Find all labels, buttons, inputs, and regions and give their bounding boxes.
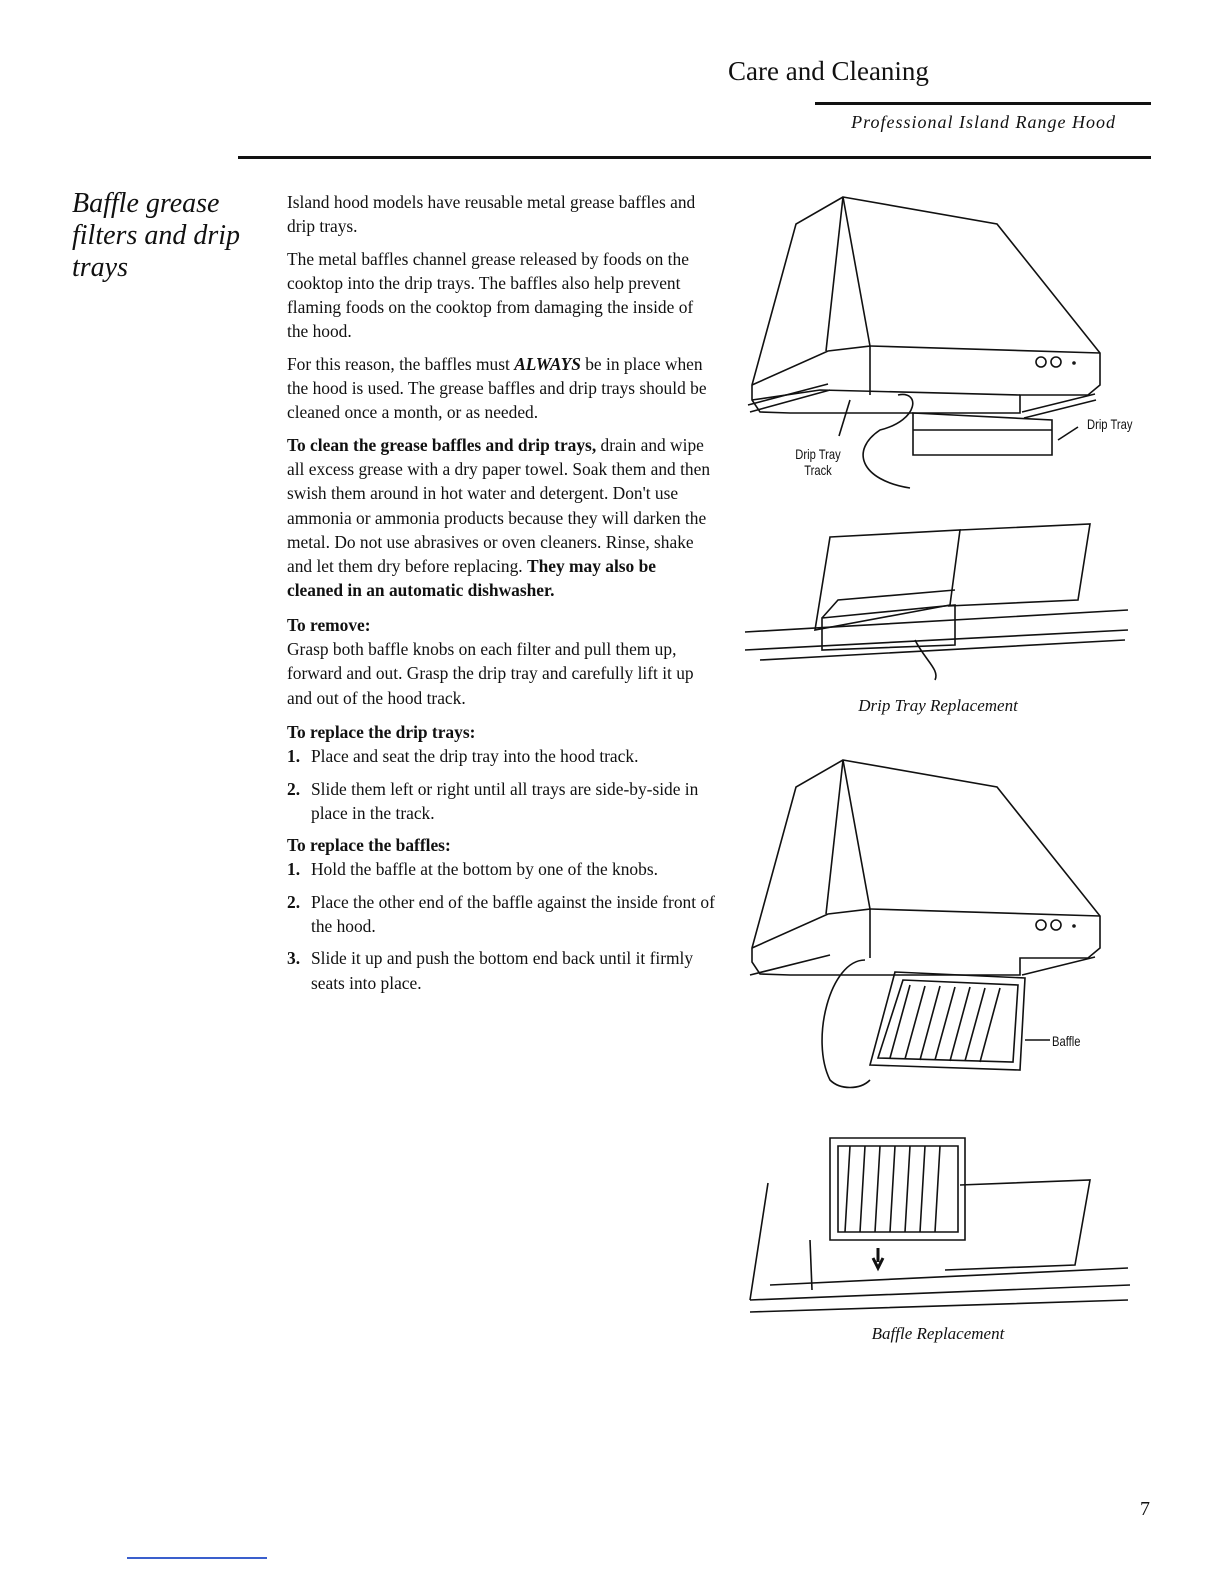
dishwasher-note: They may also be cleaned in an automatic dishwasher.: [287, 556, 656, 601]
replace-trays-heading: To replace the drip trays:: [287, 721, 476, 742]
cleaning-heading: To clean the grease baffles and drip trays,: [287, 434, 597, 455]
text: For this reason, the baffles must: [287, 353, 515, 374]
label-line: Track: [804, 462, 832, 478]
step-text: Slide them left or right until all trays are side-by-side in place in the track.: [311, 778, 699, 823]
text: be in place when the hood is used. The grease baffles and drip trays should be cleaned once a month, or as needed.: [287, 353, 707, 423]
drip-tray-caption: Drip Tray Replacement: [858, 696, 1018, 715]
page-number: 7: [1140, 1498, 1150, 1520]
label-line: Drip Tray: [795, 446, 841, 462]
text: drain and wipe all excess grease with a dry paper towel. Soak them and then swish them around in hot water and detergent. Don't use ammonia or ammonia products because they will darken the metal. Do not use abrasives or oven cleaners. Rinse, shake and let them dry before replacing.: [287, 434, 711, 577]
remove-heading: To remove:: [287, 614, 371, 635]
step-text: Place and seat the drip tray into the hood track.: [311, 746, 639, 767]
paragraph-intro: Island hood models have reusable metal grease baffles and drip trays.: [287, 192, 696, 237]
replace-baffles-heading: To replace the baffles:: [287, 835, 451, 856]
step-text: Slide it up and push the bottom end back until it firmly seats into place.: [311, 948, 694, 993]
product-subtitle: Professional Island Range Hood: [851, 112, 1116, 132]
step-number: 1.: [287, 746, 301, 767]
drip-tray-label: Drip Tray: [1087, 416, 1133, 432]
footer-line: [127, 1557, 267, 1559]
step-number: 2.: [287, 891, 301, 912]
remove-text: Grasp both baffle knobs on each filter and pull them up, forward and out. Grasp the drip tray and carefully lift it up and out of the hood track.: [287, 639, 694, 708]
step-number: 3.: [287, 948, 301, 969]
section-title: Baffle grease filters and drip trays: [72, 188, 241, 283]
emphasis-always: ALWAYS: [514, 353, 581, 374]
step-text: Place the other end of the baffle against the inside front of the hood.: [311, 891, 715, 937]
chapter-title: Care and Cleaning: [728, 56, 929, 86]
step-number: 1.: [287, 859, 301, 880]
step-number: 2.: [287, 778, 301, 799]
baffle-label: Baffle: [1052, 1033, 1081, 1049]
baffle-caption: Baffle Replacement: [871, 1324, 1005, 1343]
paragraph-baffles: The metal baffles channel grease released by foods on the cooktop into the drip trays. The baffles also help prevent flaming foods on the cooktop from damaging the inside of the hood.: [287, 248, 694, 342]
step-text: Hold the baffle at the bottom by one of the knobs.: [311, 859, 658, 880]
